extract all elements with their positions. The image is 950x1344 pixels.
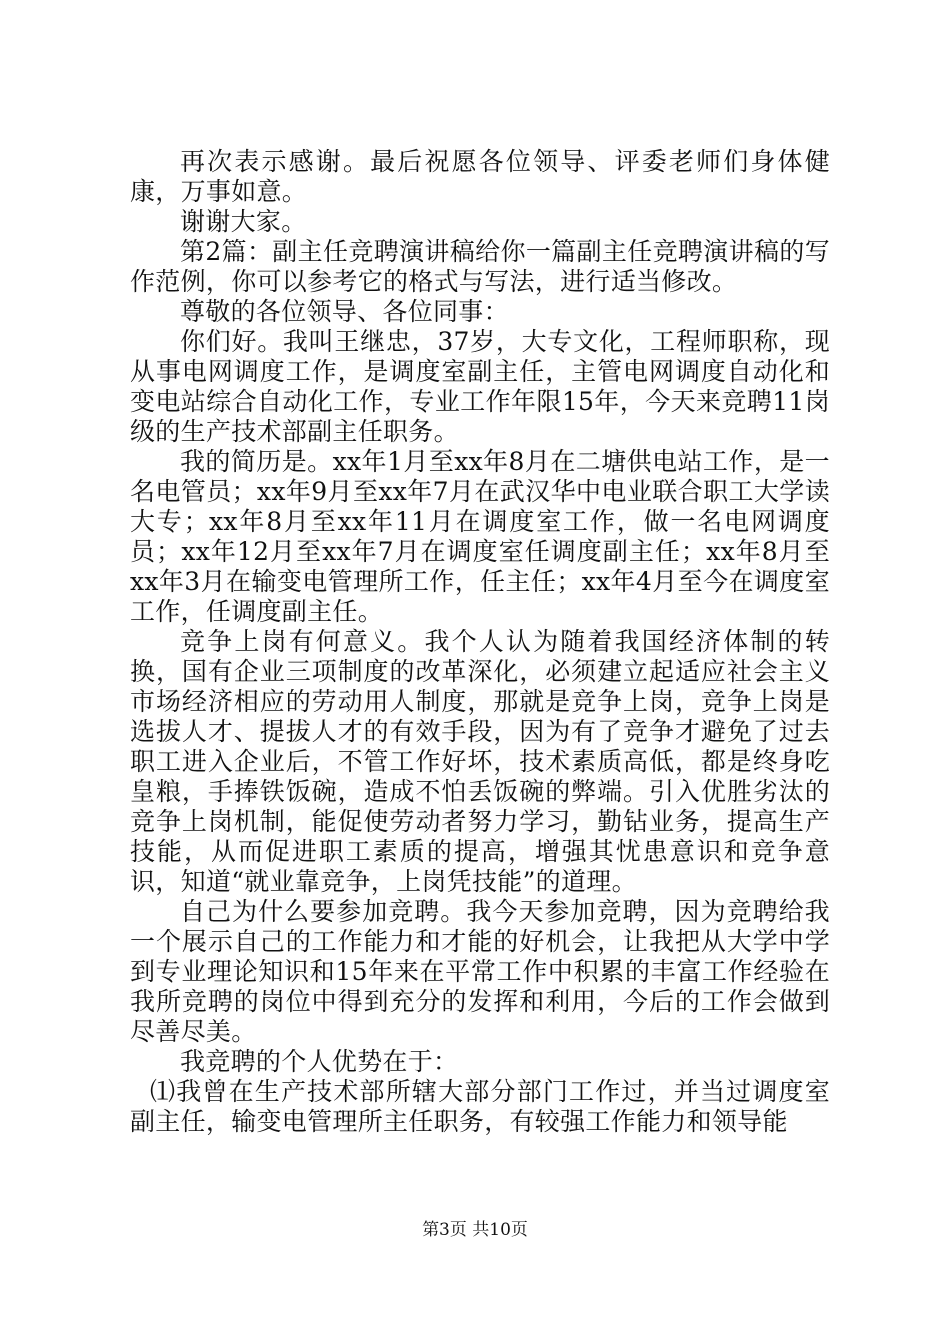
paragraph-article-heading: 第2篇：副主任竞聘演讲稿给你一篇副主任竞聘演讲稿的写作范例，你可以参考它的格式与写法，进行适当修改。	[130, 237, 830, 296]
paragraph-advantage-item-1: ⑴我曾在生产技术部所辖大部分部门工作过，并当过调度室副主任，输变电管理所主任职务，有较强工作能力和领导能	[130, 1077, 830, 1136]
paragraph-resume: 我的简历是。xx年1月至xx年8月在二塘供电站工作，是一名电管员；xx年9月至xx年7月在武汉华中电业联合职工大学读大专；xx年8月至xx年11月在调度室工作，做一名电网调度员；xx年12月至xx年7月在调度室任调度副主任；xx年8月至xx年3月在输变电管理所工作，任主任；xx年4月至今在调度室工作，任调度副主任。	[130, 447, 830, 626]
paragraph-thank-everyone: 谢谢大家。	[180, 207, 307, 236]
paragraph-introduction: 你们好。我叫王继忠，37岁，大专文化，工程师职称，现从事电网调度工作，是调度室副主任，主管电网调度自动化和变电站综合自动化工作，专业工作年限15年，今天来竞聘11岗级的生产技术部副主任职务。	[130, 327, 830, 446]
page-number-footer: 第3页 共10页	[422, 1220, 528, 1240]
paragraph-closing-thanks: 再次表示感谢。最后祝愿各位领导、评委老师们身体健康，万事如意。	[130, 147, 830, 206]
paragraph-competition-meaning: 竞争上岗有何意义。我个人认为随着我国经济体制的转换，国有企业三项制度的改革深化，必须建立起适应社会主义市场经济相应的劳动用人制度，那就是竞争上岗，竞争上岗是选拔人才、提拔人才的有效手段，因为有了竞争才避免了过去职工进入企业后，不管工作好坏，技术素质高低，都是终身吃皇粮，手捧铁饭碗，造成不怕丢饭碗的弊端。引入优胜劣汰的竞争上岗机制，能促使劳动者努力学习，勤钻业务，提高生产技能，从而促进职工素质的提高，增强其忧患意识和竞争意识，知道“就业靠竞争，上岗凭技能”的道理。	[130, 627, 830, 896]
document-body	[130, 147, 830, 1137]
paragraph-salutation: 尊敬的各位领导、各位同事：	[180, 297, 509, 326]
paragraph-why-compete: 自己为什么要参加竞聘。我今天参加竞聘，因为竞聘给我一个展示自己的工作能力和才能的好机会，让我把从大学中学到专业理论知识和15年来在平常工作中积累的丰富工作经验在我所竞聘的岗位中得到充分的发挥和利用，今后的工作会做到尽善尽美。	[130, 897, 830, 1046]
paragraph-advantages-heading: 我竞聘的个人优势在于：	[180, 1047, 459, 1076]
